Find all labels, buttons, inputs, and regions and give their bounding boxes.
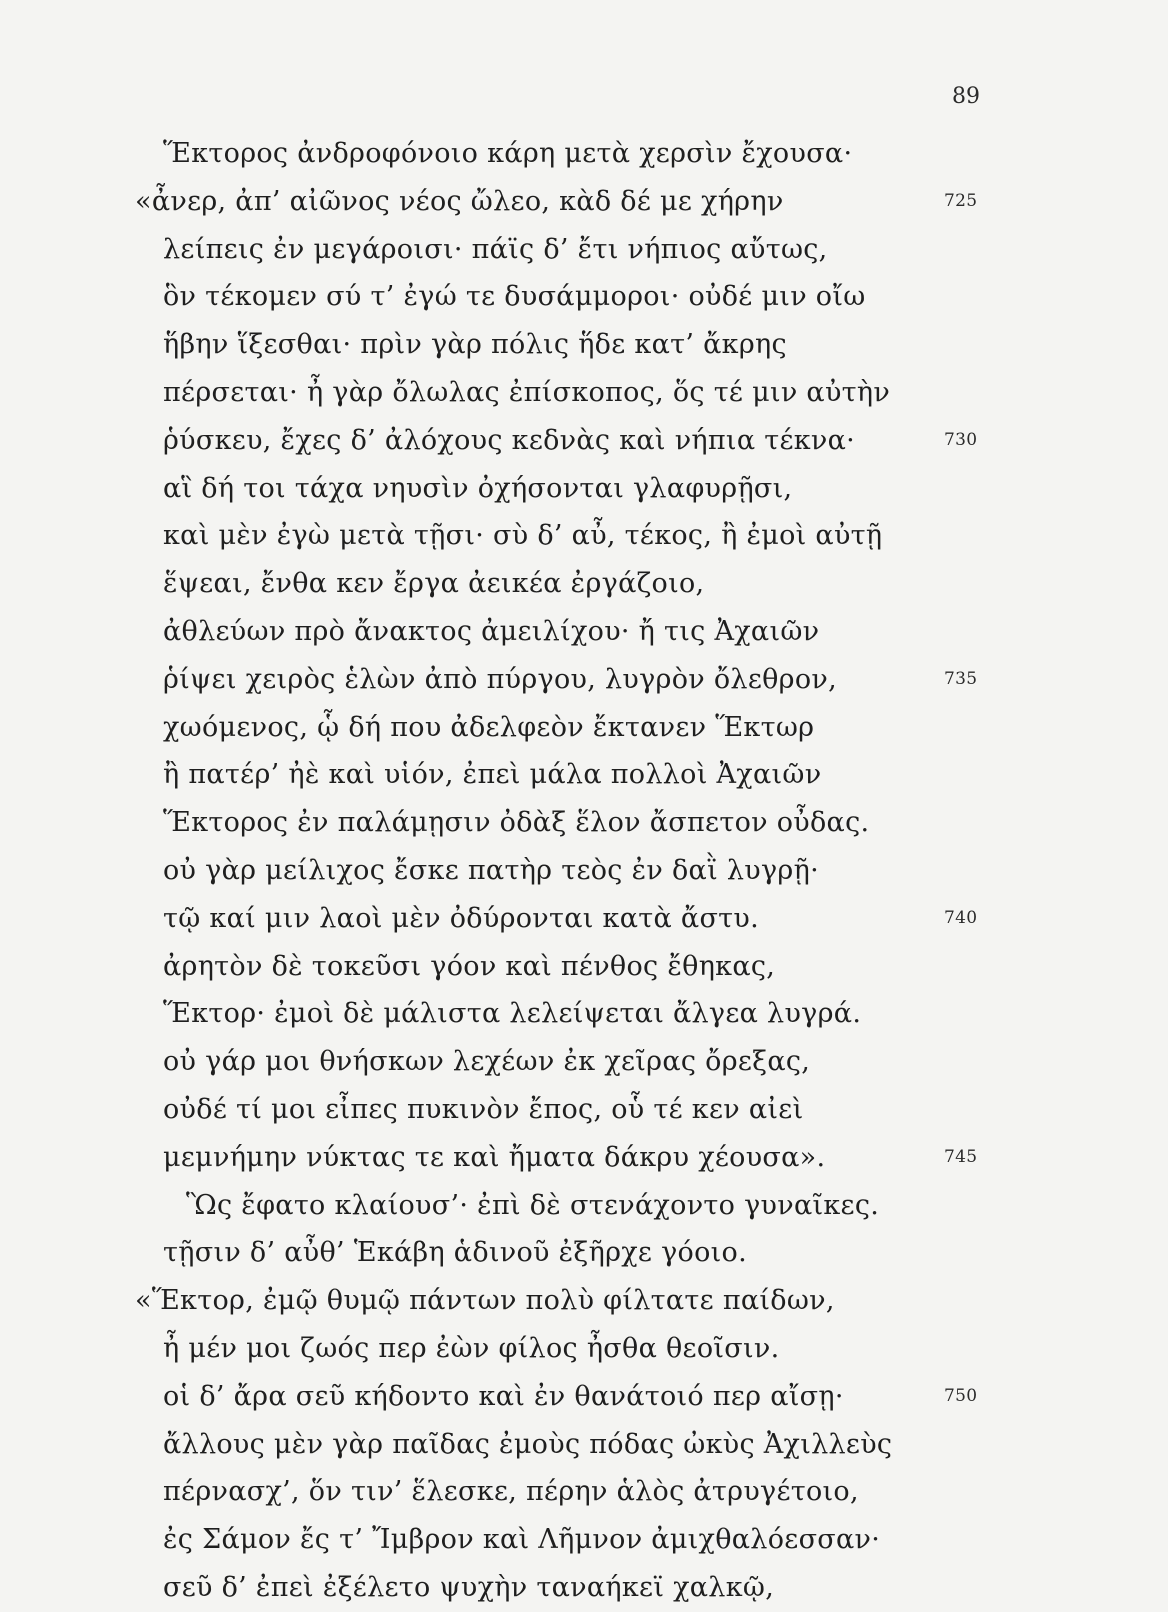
- verse-text: ῥίψει χειρὸς ἑλὼν ἀπὸ πύργου, λυγρὸν ὄλεθρον,: [163, 663, 838, 695]
- verse-text: ῥύσκευ, ἔχες δ’ ἀλόχους κεδνὰς καὶ νήπια τέκνα·: [163, 424, 856, 456]
- verse-line: [0, 417, 1168, 465]
- verse-text: Ἕκτορ· ἐμοὶ δὲ μάλιστα λελείψεται ἄλγεα λυγρά.: [163, 998, 862, 1030]
- verse-text: ἢ πατέρ’ ἠὲ καὶ υἱόν, ἐπεὶ μάλα πολλοὶ Ἀχαιῶν: [163, 759, 822, 791]
- verse-line: [0, 273, 1168, 321]
- verse-text: ἐς Σάμον ἔς τ’ Ἴμβρον καὶ Λῆμνον ἀμιχθαλόεσσαν·: [163, 1524, 881, 1556]
- verse-line: [0, 847, 1168, 895]
- verse-text: αἳ δή τοι τάχα νηυσὶν ὀχήσονται γλαφυρῇσι,: [163, 472, 793, 504]
- verse-line: [0, 751, 1168, 799]
- verse-text: οἱ δ’ ἄρα σεῦ κήδοντο καὶ ἐν θανάτοιό περ αἴσῃ·: [163, 1380, 844, 1412]
- verse-line: [0, 178, 1168, 226]
- verse-line: [0, 990, 1168, 1038]
- verse-block: [0, 130, 1168, 1612]
- verse-line: [0, 1325, 1168, 1373]
- verse-line: [0, 895, 1168, 943]
- verse-text: ἕψεαι, ἔνθα κεν ἔργα ἀεικέα ἐργάζοιο,: [163, 568, 705, 600]
- verse-line: [0, 465, 1168, 513]
- verse-text: ἀθλεύων πρὸ ἄνακτος ἀμειλίχου· ἤ τις Ἀχαιῶν: [163, 615, 820, 647]
- verse-text: Ὣς ἔφατο κλαίουσ’· ἐπὶ δὲ στενάχοντο γυναῖκες.: [186, 1189, 880, 1221]
- line-number: 725: [944, 190, 978, 211]
- verse-text: καὶ μὲν ἐγὼ μετὰ τῇσι· σὺ δ’ αὖ, τέκος, ἢ ἐμοὶ αὐτῇ: [163, 520, 883, 552]
- verse-line: [0, 1086, 1168, 1134]
- verse-line: [0, 130, 1168, 178]
- verse-text: λείπεις ἐν μεγάροισι· πάϊς δ’ ἔτι νήπιος αὔτως,: [163, 233, 828, 265]
- verse-line: [0, 321, 1168, 369]
- verse-line: [0, 226, 1168, 274]
- line-number: 750: [944, 1385, 978, 1406]
- verse-line: [0, 512, 1168, 560]
- verse-line: [0, 1134, 1168, 1182]
- line-number: 745: [944, 1146, 978, 1167]
- verse-text: Ἕκτορος ἐν παλάμῃσιν ὀδὰξ ἕλον ἄσπετον οὖδας.: [163, 807, 870, 839]
- verse-text: Ἕκτορος ἀνδροφόνοιο κάρη μετὰ χερσὶν ἔχουσα·: [163, 138, 853, 169]
- verse-line: [0, 1038, 1168, 1086]
- verse-text: σεῦ δ’ ἐπεὶ ἐξέλετο ψυχὴν ταναήκεϊ χαλκῷ,: [163, 1571, 775, 1603]
- verse-line: [0, 1516, 1168, 1564]
- verse-text: οὐ γάρ μοι θνήσκων λεχέων ἐκ χεῖρας ὄρεξας,: [163, 1046, 811, 1078]
- verse-text: ἦ μέν μοι ζωός περ ἐὼν φίλος ἦσθα θεοῖσιν.: [163, 1332, 780, 1364]
- verse-line: [0, 608, 1168, 656]
- verse-line: [0, 560, 1168, 608]
- verse-line: [0, 1468, 1168, 1516]
- verse-text: «ἆνερ, ἀπ’ αἰῶνος νέος ὤλεο, κὰδ δέ με χήρην: [135, 185, 784, 217]
- verse-text: μεμνήμην νύκτας τε καὶ ἤματα δάκρυ χέουσα».: [163, 1141, 826, 1173]
- verse-line: [0, 1182, 1168, 1230]
- verse-text: πέρνασχ’, ὅν τιν’ ἕλεσκε, πέρην ἁλὸς ἀτρυγέτοιο,: [163, 1476, 859, 1508]
- verse-text: χωόμενος, ᾧ δή που ἀδελφεὸν ἔκτανεν Ἕκτωρ: [163, 711, 815, 743]
- verse-line: [0, 1229, 1168, 1277]
- verse-line: [0, 1373, 1168, 1421]
- line-number: 735: [944, 668, 978, 689]
- verse-text: οὐδέ τί μοι εἶπες πυκινὸν ἔπος, οὗ τέ κεν αἰεὶ: [163, 1093, 804, 1125]
- verse-text: «Ἕκτορ, ἐμῷ θυμῷ πάντων πολὺ φίλτατε παίδων,: [135, 1285, 835, 1317]
- verse-line: [0, 1564, 1168, 1612]
- verse-text: ἀρητὸν δὲ τοκεῦσι γόον καὶ πένθος ἔθηκας,: [163, 950, 776, 982]
- line-number: 730: [944, 429, 978, 450]
- verse-line: [0, 704, 1168, 752]
- page-number: 89: [952, 84, 980, 109]
- verse-line: [0, 369, 1168, 417]
- verse-text: ἄλλους μὲν γὰρ παῖδας ἐμοὺς πόδας ὠκὺς Ἀχιλλεὺς: [163, 1428, 893, 1460]
- verse-line: [0, 943, 1168, 991]
- verse-line: [0, 656, 1168, 704]
- line-number: 740: [944, 907, 978, 928]
- verse-text: ὃν τέκομεν σύ τ’ ἐγώ τε δυσάμμοροι· οὐδέ μιν οἴω: [163, 281, 866, 313]
- verse-line: [0, 799, 1168, 847]
- verse-text: πέρσεται· ἦ γὰρ ὄλωλας ἐπίσκοπος, ὅς τέ μιν αὐτὴν: [163, 376, 891, 408]
- verse-text: τῷ καί μιν λαοὶ μὲν ὀδύρονται κατὰ ἄστυ.: [163, 902, 760, 934]
- verse-line: [0, 1421, 1168, 1469]
- verse-text: ἥβην ἵξεσθαι· πρὶν γὰρ πόλις ἥδε κατ’ ἄκρης: [163, 329, 787, 361]
- verse-line: [0, 1277, 1168, 1325]
- verse-text: οὐ γὰρ μείλιχος ἔσκε πατὴρ τεὸς ἐν δαῒ λυγρῇ·: [163, 854, 819, 886]
- verse-text: τῇσιν δ’ αὖθ’ Ἑκάβη ἁδινοῦ ἐξῆρχε γόοιο.: [163, 1237, 747, 1269]
